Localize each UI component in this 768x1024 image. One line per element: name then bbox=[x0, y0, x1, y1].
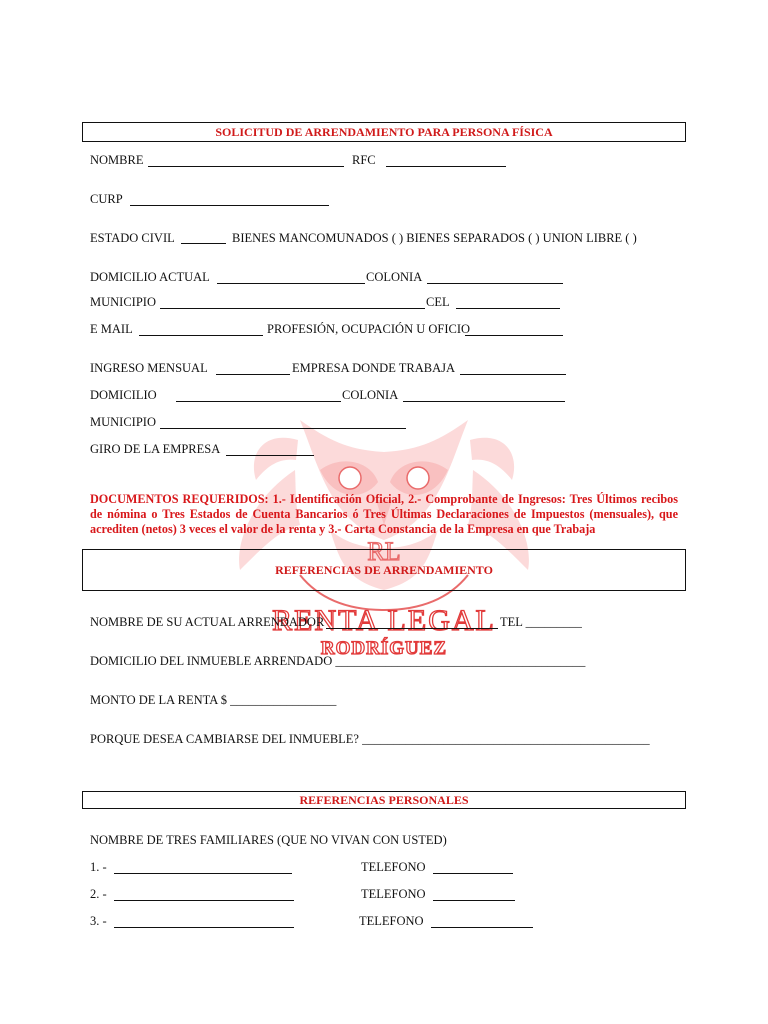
watermark-surname: RODRÍGUEZ bbox=[320, 638, 448, 659]
municipio2-field[interactable] bbox=[160, 428, 406, 429]
domicilio-field[interactable] bbox=[176, 401, 341, 402]
estado-civil-field[interactable] bbox=[181, 243, 226, 244]
nombre-label: NOMBRE bbox=[90, 153, 144, 167]
arrendador-tel[interactable]: TEL _________ bbox=[500, 615, 582, 629]
watermark-name: RENTA LEGAL bbox=[272, 604, 496, 637]
email-field[interactable] bbox=[139, 335, 263, 336]
familiar-telefono-label: TELEFONO bbox=[361, 860, 426, 874]
municipio-field[interactable] bbox=[160, 308, 425, 309]
arrendador-field[interactable] bbox=[326, 628, 498, 629]
familiar-num: 2. - bbox=[90, 887, 107, 901]
rfc-label: RFC bbox=[352, 153, 376, 167]
curp-label: CURP bbox=[90, 192, 123, 206]
familiar-name-field[interactable] bbox=[114, 900, 294, 901]
colonia2-field[interactable] bbox=[403, 401, 565, 402]
domicilio-actual-field[interactable] bbox=[217, 283, 365, 284]
nombre-field[interactable] bbox=[148, 166, 344, 167]
email-label: E MAIL bbox=[90, 322, 133, 336]
curp-field[interactable] bbox=[130, 205, 329, 206]
monto-renta[interactable]: MONTO DE LA RENTA $ _________________ bbox=[90, 693, 337, 707]
colonia-field[interactable] bbox=[427, 283, 563, 284]
colonia2-label: COLONIA bbox=[342, 388, 399, 402]
ingreso-label: INGRESO MENSUAL bbox=[90, 361, 208, 375]
empresa-label: EMPRESA DONDE TRABAJA bbox=[292, 361, 455, 375]
arrendamiento-title: REFERENCIAS DE ARRENDAMIENTO bbox=[275, 563, 493, 577]
familiar-telefono-label: TELEFONO bbox=[361, 887, 426, 901]
form-title-box bbox=[82, 122, 686, 142]
familiar-num: 1. - bbox=[90, 860, 107, 874]
empresa-field[interactable] bbox=[460, 374, 566, 375]
giro-field[interactable] bbox=[226, 455, 314, 456]
giro-label: GIRO DE LA EMPRESA bbox=[90, 442, 221, 456]
familiar-telefono-field[interactable] bbox=[433, 900, 515, 901]
colonia-label: COLONIA bbox=[366, 270, 423, 284]
watermark-initials: RL bbox=[367, 537, 401, 566]
porque-cambiarse[interactable]: PORQUE DESEA CAMBIARSE DEL INMUEBLE? ______________________________________________ bbox=[90, 732, 650, 746]
familiar-name-field[interactable] bbox=[114, 873, 292, 874]
rfc-field[interactable] bbox=[386, 166, 506, 167]
municipio2-label: MUNICIPIO bbox=[90, 415, 156, 429]
ingreso-field[interactable] bbox=[216, 374, 290, 375]
familiar-name-field[interactable] bbox=[114, 927, 294, 928]
cel-field[interactable] bbox=[456, 308, 560, 309]
arrendador-label: NOMBRE DE SU ACTUAL ARRENDADOR bbox=[90, 615, 325, 629]
municipio-label: MUNICIPIO bbox=[90, 295, 156, 309]
bienes-options[interactable]: BIENES MANCOMUNADOS ( ) BIENES SEPARADOS ( ) UNION LIBRE ( ) bbox=[232, 231, 637, 245]
familiares-label: NOMBRE DE TRES FAMILIARES (QUE NO VIVAN CON USTED) bbox=[90, 833, 447, 847]
estado-civil-label: ESTADO CIVIL bbox=[90, 231, 175, 245]
personales-title-box bbox=[82, 791, 686, 809]
profesion-field[interactable] bbox=[465, 335, 563, 336]
familiar-telefono-label: TELEFONO bbox=[359, 914, 424, 928]
familiar-num: 3. - bbox=[90, 914, 107, 928]
documentos-requeridos: DOCUMENTOS REQUERIDOS: 1.- Identificación Oficial, 2.- Comprobante de Ingresos: Tres Últimos recibos de nómina o Tres Estados de Cuenta Bancarios ó Tres Últimas Declaraciones de Impuestos (mensuales), que acrediten (netos) 3 veces el valor de la renta y 3.- Carta Constancia de la Empresa en que Trabaja bbox=[90, 492, 678, 536]
personales-title: REFERENCIAS PERSONALES bbox=[299, 793, 469, 807]
domicilio-inmueble[interactable]: DOMICILIO DEL INMUEBLE ARRENDADO ________________________________________ bbox=[90, 654, 586, 668]
arrendamiento-title-box bbox=[82, 549, 686, 591]
form-title: SOLICITUD DE ARRENDAMIENTO PARA PERSONA FÍSICA bbox=[215, 125, 553, 139]
domicilio-actual-label: DOMICILIO ACTUAL bbox=[90, 270, 210, 284]
cel-label: CEL bbox=[426, 295, 450, 309]
domicilio-label: DOMICILIO bbox=[90, 388, 157, 402]
familiar-telefono-field[interactable] bbox=[431, 927, 533, 928]
familiar-telefono-field[interactable] bbox=[433, 873, 513, 874]
profesion-label: PROFESIÓN, OCUPACIÓN U OFICIO bbox=[267, 322, 471, 336]
